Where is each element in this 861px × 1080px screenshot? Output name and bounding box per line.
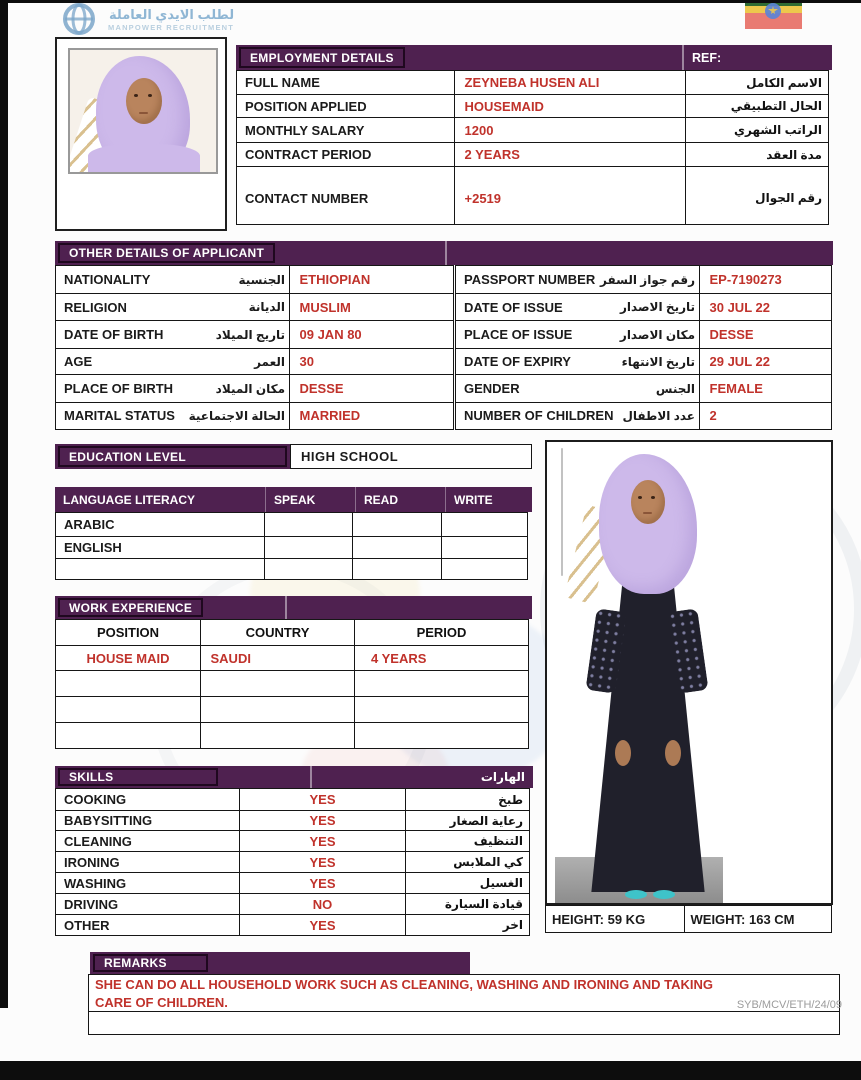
field-label-arabic: مكان الاصدار [619, 327, 695, 342]
photo-shape [625, 890, 647, 899]
field-label-arabic: الراتب الشهري [685, 117, 829, 143]
agency-name-english: MANPOWER RECRUITMENT [108, 22, 235, 32]
field-label-en: AGE [64, 354, 93, 369]
skill-name: COOKING [55, 788, 240, 811]
field-value: 29 JUL 22 [699, 348, 832, 376]
remarks-text: SHE CAN DO ALL HOUSEHOLD WORK SUCH AS CLEANING, WASHING AND IRONING AND TAKING CARE OF CHILDREN. [88, 974, 840, 1012]
skill-name-arabic: اخر [405, 914, 530, 936]
agency-logo [58, 2, 234, 36]
table-row [236, 70, 832, 95]
skill-name: IRONING [55, 851, 240, 874]
language-speak-cell [264, 536, 354, 560]
table-row [455, 402, 833, 430]
field-label-arabic: العمر [254, 354, 285, 369]
field-label-arabic: عدد الاطفال [622, 408, 695, 423]
header-divider [310, 766, 312, 788]
field-label-en: MARITAL STATUS [64, 408, 175, 423]
work-experience-table [55, 619, 532, 749]
skill-value: YES [239, 788, 407, 811]
language-write-cell [441, 512, 528, 537]
work-period [354, 722, 529, 749]
language-name: ENGLISH [55, 536, 265, 560]
field-label-arabic: مكان الميلاد [215, 381, 285, 396]
remarks-empty-row [88, 1011, 840, 1035]
field-label: MONTHLY SALARY [236, 117, 455, 143]
table-row [55, 265, 455, 294]
field-label-en: NATIONALITY [64, 272, 151, 287]
photo-shape [599, 454, 697, 594]
field-label [55, 348, 290, 376]
skills-header [55, 766, 533, 788]
work-position: HOUSE MAID [55, 645, 201, 672]
table-row [55, 830, 533, 852]
language-literacy-table [55, 512, 532, 580]
section-title-skills: SKILLS [58, 768, 218, 786]
field-label-arabic: الاسم الكامل [685, 70, 829, 95]
field-label-en: NUMBER OF CHILDREN [464, 408, 614, 423]
employment-details-header [236, 45, 832, 70]
field-label-en: DATE OF EXPIRY [464, 354, 571, 369]
field-label-en: DATE OF ISSUE [464, 299, 563, 315]
language-speak-cell [264, 512, 354, 537]
field-label-en: PLACE OF ISSUE [464, 327, 573, 342]
skill-value: YES [239, 872, 407, 894]
section-title-remarks: REMARKS [93, 954, 208, 972]
table-row [55, 374, 455, 403]
work-period [354, 670, 529, 697]
field-label-arabic: تاريج الميلاد [215, 327, 285, 342]
field-label [455, 265, 700, 294]
header-divider [682, 45, 684, 70]
photo-shape [615, 740, 631, 766]
field-label-en: RELIGION [64, 299, 127, 315]
section-title-work: WORK EXPERIENCE [58, 598, 203, 617]
field-label [455, 402, 700, 430]
skill-name: WASHING [55, 872, 240, 894]
table-row [55, 320, 455, 349]
work-position [55, 722, 201, 749]
column-header-country: COUNTRY [200, 619, 356, 646]
table-row [55, 293, 455, 322]
table-header-row [55, 619, 532, 646]
field-label-en: GENDER [464, 381, 520, 396]
ref-label: REF: [692, 50, 722, 65]
table-row [55, 810, 533, 832]
photo-shape [134, 94, 138, 97]
table-row [55, 788, 533, 811]
field-value: FEMALE [699, 374, 832, 403]
field-value: 30 [289, 348, 454, 376]
skills-title-arabic: الهارات [480, 770, 525, 784]
ethiopia-flag-icon [745, 2, 802, 29]
field-label-en: PASSPORT NUMBER [464, 272, 596, 287]
field-label-arabic: مدة العقد [685, 142, 829, 168]
skill-name-arabic: قيادة السيارة [405, 893, 530, 916]
field-value: ZEYNEBA HUSEN ALI [454, 70, 687, 95]
table-row [55, 558, 532, 580]
photo-shape [638, 496, 642, 499]
skill-name-arabic: التنظيف [405, 830, 530, 852]
field-label: CONTACT NUMBER [236, 166, 455, 225]
work-experience-header [55, 596, 532, 619]
skill-name: OTHER [55, 914, 240, 936]
table-row [455, 374, 833, 403]
language-write-cell [441, 558, 528, 580]
table-row [55, 645, 532, 672]
photo-shape [148, 94, 152, 97]
field-label [455, 320, 700, 349]
table-row [455, 348, 833, 376]
photo-shape [631, 480, 665, 524]
field-label-en: DATE OF BIRTH [64, 327, 164, 342]
skill-value: YES [239, 851, 407, 874]
skill-value: YES [239, 810, 407, 832]
field-value: 30 JUL 22 [699, 293, 832, 322]
reference-code: SYB/MCV/ETH/24/09 [736, 999, 842, 1011]
field-label-arabic: الحالة الاجتماعية [188, 408, 285, 423]
physical-details-row [545, 905, 833, 933]
column-header-language: LANGUAGE LITERACY [63, 492, 195, 507]
language-name [55, 558, 265, 580]
table-row [55, 851, 533, 874]
field-label-arabic: تاريخ الاصدار [619, 300, 695, 314]
field-label [455, 348, 700, 376]
field-value: HOUSEMAID [454, 94, 687, 119]
table-row [455, 320, 833, 349]
skill-name: BABYSITTING [55, 810, 240, 832]
work-country [200, 722, 356, 749]
work-position [55, 670, 201, 697]
skill-value: YES [239, 914, 407, 936]
table-row [55, 402, 455, 430]
language-literacy-header [55, 487, 532, 512]
field-label [55, 265, 290, 294]
column-header-speak: SPEAK [265, 487, 355, 512]
education-level-value: HIGH SCHOOL [290, 444, 532, 469]
field-label-arabic: رقم الجوال [685, 166, 829, 225]
scan-edge-left [0, 0, 8, 1008]
section-title-education: EDUCATION LEVEL [58, 446, 287, 467]
table-row [55, 536, 532, 560]
field-label [455, 293, 700, 322]
applicant-fullbody-photo [545, 440, 833, 905]
table-row [55, 893, 533, 916]
column-header-position: POSITION [55, 619, 201, 646]
field-label [55, 293, 290, 322]
field-value: MARRIED [289, 402, 454, 430]
photo-shape [651, 496, 655, 499]
skill-name-arabic: الغسيل [405, 872, 530, 894]
photo-shape [126, 78, 162, 124]
field-value: +2519 [454, 166, 687, 225]
work-country [200, 696, 356, 724]
table-row [236, 142, 832, 168]
table-row [55, 696, 532, 724]
field-value: 2 YEARS [454, 142, 687, 168]
education-level-header [55, 444, 290, 469]
table-row [55, 348, 455, 376]
work-position [55, 696, 201, 724]
table-row [236, 94, 832, 119]
photo-shape [665, 740, 681, 766]
table-row [55, 872, 533, 894]
field-label-arabic: رقم جواز السفر [600, 272, 695, 287]
field-value: ETHIOPIAN [289, 265, 454, 294]
field-label-arabic: الحال التطبيقي [685, 94, 829, 119]
weight-value: WEIGHT: 163 CM [684, 905, 832, 933]
globe-icon [58, 2, 100, 36]
table-row [55, 670, 532, 697]
skills-table [55, 788, 533, 936]
work-period: 4 YEARS [354, 645, 529, 672]
table-row [455, 293, 833, 322]
photo-shape [653, 890, 675, 899]
section-title-other-details: OTHER DETAILS OF APPLICANT [58, 243, 275, 263]
portrait-photo-frame [68, 48, 218, 174]
field-value: 1200 [454, 117, 687, 143]
scan-edge-bottom [0, 1061, 861, 1080]
work-period [354, 696, 529, 724]
field-value: 2 [699, 402, 832, 430]
height-value: HEIGHT: 59 KG [545, 905, 685, 933]
field-value: EP-7190273 [699, 265, 832, 294]
field-value: MUSLIM [289, 293, 454, 322]
field-value: DESSE [699, 320, 832, 349]
other-details-right-table [455, 265, 833, 430]
table-row [55, 722, 532, 749]
field-value: DESSE [289, 374, 454, 403]
field-label-arabic: الجنس [655, 381, 695, 396]
skill-name-arabic: رعاية الصغار [405, 810, 530, 832]
table-row [236, 166, 832, 225]
field-label: FULL NAME [236, 70, 455, 95]
work-country: SAUDI [200, 645, 356, 672]
work-country [200, 670, 356, 697]
employment-details-table [236, 70, 832, 225]
skill-name-arabic: طبخ [405, 788, 530, 811]
field-label [55, 402, 290, 430]
field-label: CONTRACT PERIOD [236, 142, 455, 168]
language-read-cell [352, 512, 442, 537]
field-label [455, 374, 700, 403]
table-row [55, 914, 533, 936]
field-label: POSITION APPLIED [236, 94, 455, 119]
language-speak-cell [264, 558, 354, 580]
other-details-header [55, 241, 833, 265]
photo-shape [643, 512, 652, 514]
other-details-left-table [55, 265, 455, 430]
column-header-period: PERIOD [354, 619, 529, 646]
skill-value: YES [239, 830, 407, 852]
agency-name-arabic: لطلب الايدي العاملة [109, 6, 235, 22]
skill-name: DRIVING [55, 893, 240, 916]
language-name: ARABIC [55, 512, 265, 537]
photo-shape [88, 144, 200, 174]
column-header-read: READ [355, 487, 445, 512]
field-label [55, 374, 290, 403]
language-read-cell [352, 536, 442, 560]
photo-shape [139, 112, 148, 114]
field-label-arabic: الديانة [248, 300, 285, 314]
table-row [545, 905, 833, 933]
header-divider [445, 241, 447, 265]
applicant-portrait-photo [55, 37, 227, 231]
field-value: 09 JAN 80 [289, 320, 454, 349]
agency-name-block [108, 7, 234, 32]
header-divider [285, 596, 287, 619]
skill-value: NO [239, 893, 407, 916]
table-row [55, 512, 532, 537]
language-read-cell [352, 558, 442, 580]
column-header-write: WRITE [445, 487, 532, 512]
skill-name: CLEANING [55, 830, 240, 852]
remarks-header [90, 952, 470, 974]
photo-shape [561, 448, 563, 576]
scan-edge-top [0, 0, 861, 3]
skill-name-arabic: كي الملابس [405, 851, 530, 874]
field-label [55, 320, 290, 349]
field-label-en: PLACE OF BIRTH [64, 381, 174, 396]
field-label-arabic: الجنسية [238, 272, 285, 287]
section-title-employment: EMPLOYMENT DETAILS [239, 47, 405, 68]
table-row [455, 265, 833, 294]
field-label-arabic: تاريخ الانتهاء [621, 354, 695, 369]
language-write-cell [441, 536, 528, 560]
table-row [236, 117, 832, 143]
